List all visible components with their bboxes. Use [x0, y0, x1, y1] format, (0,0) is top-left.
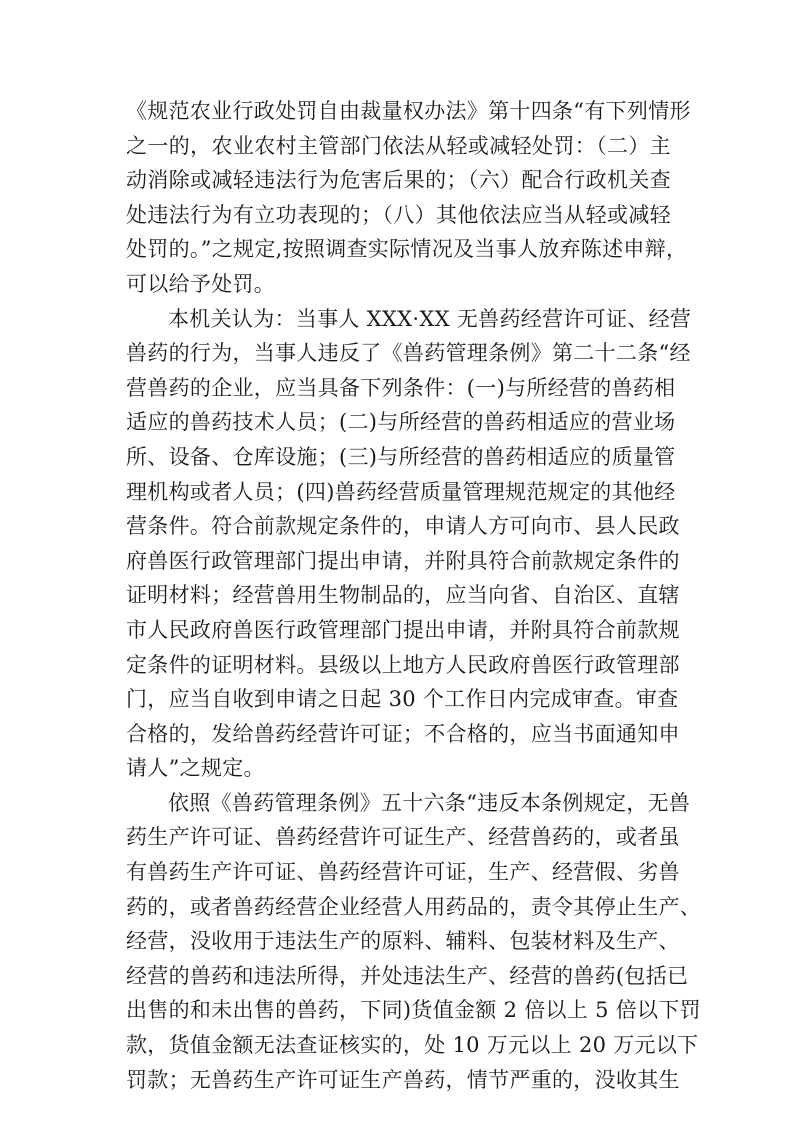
text-line: 理机构或者人员；(四)兽药经营质量管理规范规定的其他经 — [126, 479, 676, 504]
text-line: 依照《兽药管理条例》五十六条“违反本条例规定，无兽 — [168, 790, 691, 815]
text-line: 款，货值金额无法查证核实的，处 10 万元以上 20 万元以下 — [126, 1033, 699, 1058]
text-line: 定条件的证明材料。县级以上地方人民政府兽医行政管理部 — [126, 652, 680, 677]
text-line: 所、设备、仓库设施；(三)与所经营的兽药相适应的质量管 — [126, 444, 676, 469]
text-line: 处违法行为有立功表现的；（八）其他依法应当从轻或减轻 — [126, 202, 671, 227]
text-line: 市人民政府兽医行政管理部门提出申请，并附具符合前款规 — [126, 617, 680, 642]
text-line: 经营的兽药和违法所得，并处违法生产、经营的兽药(包括已 — [126, 963, 689, 988]
text-line: 适应的兽药技术人员；(二)与所经营的兽药相适应的营业场 — [126, 410, 676, 435]
text-line: 府兽医行政管理部门提出申请，并附具符合前款规定条件的 — [126, 548, 680, 573]
text-line: 营条件。符合前款规定条件的，申请人方可向市、县人民政 — [126, 514, 680, 539]
text-line: 药的，或者兽药经营企业经营人用药品的，责令其停止生产、 — [126, 894, 702, 919]
text-line: 罚款；无兽药生产许可证生产兽药，情节严重的，没收其生 — [126, 1067, 680, 1092]
text-line: 经营，没收用于违法生产的原料、辅料、包装材料及生产、 — [126, 929, 680, 954]
text-line: 营兽药的企业，应当具备下列条件：(一)与所经营的兽药相 — [126, 375, 676, 400]
text-line: 动消除或减轻违法行为危害后果的；（六）配合行政机关查 — [126, 168, 671, 193]
text-line: 本机关认为：当事人 XXX·XX 无兽药经营许可证、经营 — [168, 306, 692, 331]
text-line: 药生产许可证、兽药经营许可证生产、经营兽药的，或者虽 — [126, 825, 680, 850]
text-line: 兽药的行为，当事人违反了《兽药管理条例》第二十二条“经 — [126, 341, 691, 366]
text-line: 出售的和未出售的兽药，下同)货值金额 2 倍以上 5 倍以下罚 — [126, 998, 701, 1023]
document-body — [126, 94, 702, 1097]
paragraph-3 — [126, 786, 702, 1097]
text-line: 证明材料；经营兽用生物制品的，应当向省、自治区、直辖 — [126, 583, 680, 608]
text-line: 处罚的。”之规定,按照调查实际情况及当事人放弃陈述申辩， — [126, 237, 688, 262]
text-line: 门，应当自收到申请之日起 30 个工作日内完成审查。审查 — [126, 687, 679, 712]
text-line: 请人”之规定。 — [126, 756, 265, 781]
text-line: 《规范农业行政处罚自由裁量权办法》第十四条“有下列情形 — [126, 99, 691, 123]
text-line: 合格的，发给兽药经营许可证；不合格的，应当书面通知申 — [126, 721, 680, 746]
text-line: 之一的，农业农村主管部门依法从轻或减轻处罚：（二）主 — [126, 133, 671, 158]
text-line: 可以给予处罚。 — [126, 271, 276, 296]
paragraph-2 — [126, 302, 692, 786]
paragraph-1 — [126, 94, 691, 302]
text-line: 有兽药生产许可证、兽药经营许可证，生产、经营假、劣兽 — [126, 860, 680, 885]
